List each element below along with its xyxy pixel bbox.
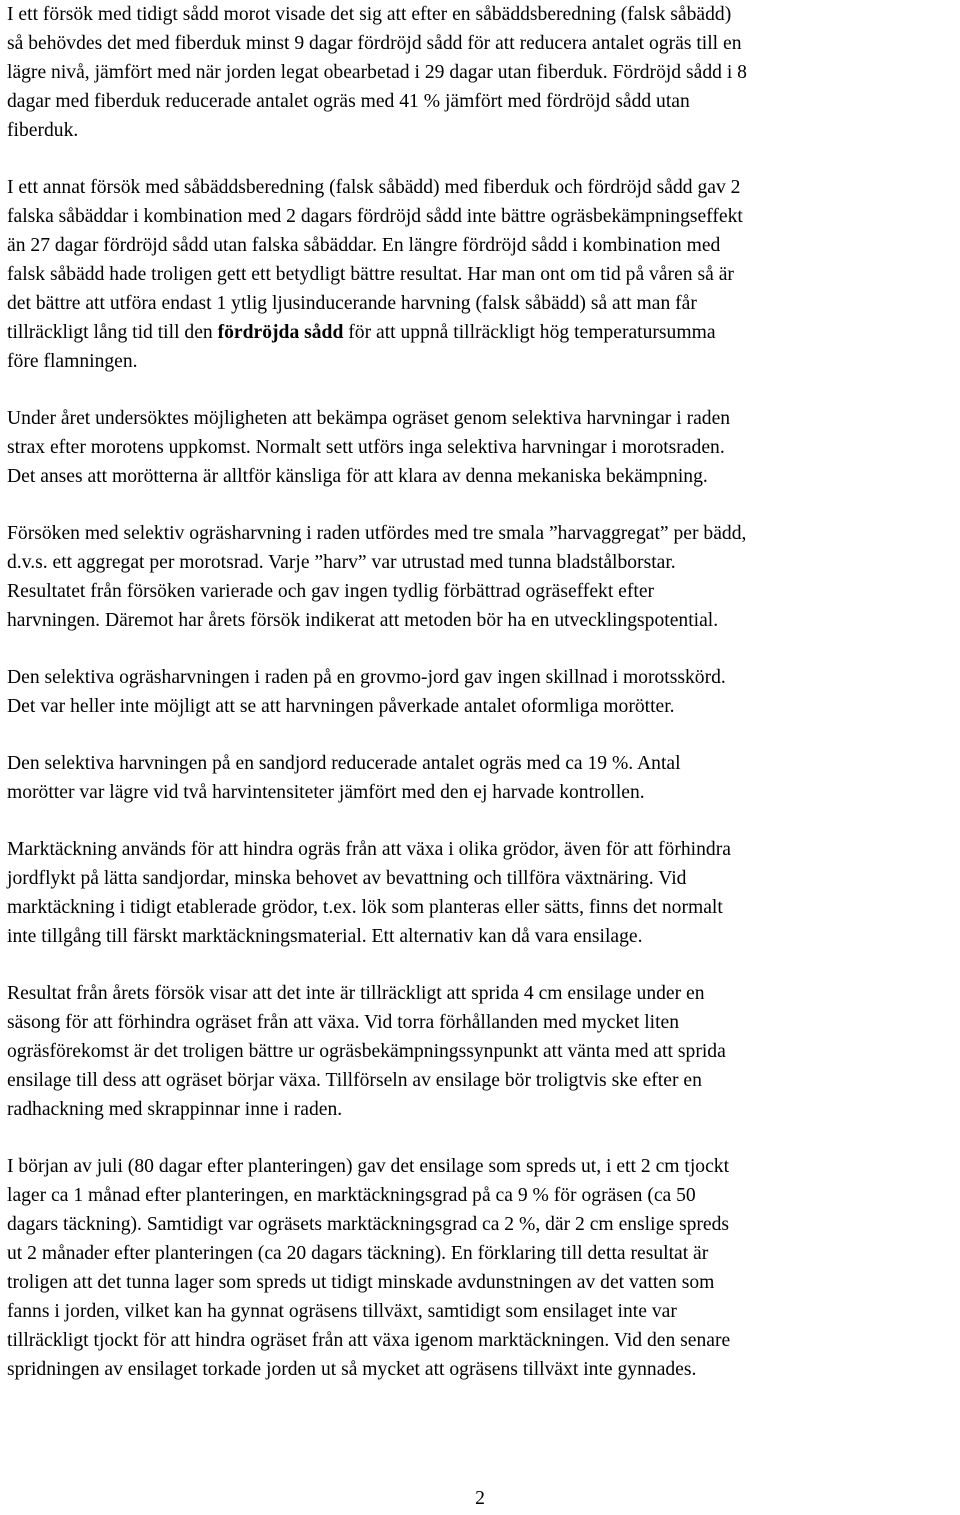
text-line: lägre nivå, jämfört med när jorden legat obearbetad i 29 dagar utan fiberduk. Fördröjd sådd i 8 <box>7 62 747 83</box>
text-line: falsk såbädd hade troligen gett ett betydligt bättre resultat. Har man ont om tid på våren så är <box>7 264 734 285</box>
text-line: fiberduk. <box>7 120 79 141</box>
emphasized-term: fördröjda sådd <box>217 322 344 343</box>
text-line: det bättre att utföra endast 1 ytlig ljusinducerande harvning (falsk såbädd) så att man får <box>7 293 697 314</box>
paragraph <box>7 1152 955 1384</box>
text-line: före flamningen. <box>7 351 138 372</box>
text-line: ensilage till dess att ogräset börjar växa. Tillförseln av ensilage bör troligtvis ske efter en <box>7 1070 702 1091</box>
text-line: I ett annat försök med såbäddsberedning (falsk såbädd) med fiberduk och fördröjd sådd gav 2 <box>7 177 741 198</box>
page-number: 2 <box>475 1488 485 1509</box>
text-line: ut 2 månader efter planteringen (ca 20 dagars täckning). En förklaring till detta resultat är <box>7 1243 709 1264</box>
text-line: dagar med fiberduk reducerade antalet ogräs med 41 % jämfört med fördröjd sådd utan <box>7 91 690 112</box>
text-line: dagars täckning). Samtidigt var ogräsets marktäckningsgrad ca 2 %, där 2 cm enslige spreds <box>7 1214 730 1235</box>
text-line: I början av juli (80 dagar efter planteringen) gav det ensilage som spreds ut, i ett 2 cm tjockt <box>7 1156 730 1177</box>
text-line: morötter var lägre vid två harvintensiteter jämfört med den ej harvade kontrollen. <box>7 782 645 803</box>
paragraph <box>7 0 955 145</box>
text-line: harvningen. Däremot har årets försök indikerat att metoden bör ha en utvecklingspotential. <box>7 610 719 631</box>
text-line: ogräsförekomst är det troligen bättre ur ogräsbekämpningssynpunkt att vänta med att sprida <box>7 1041 726 1062</box>
text-line: inte tillgång till färskt marktäckningsmaterial. Ett alternativ kan då vara ensilage. <box>7 926 643 947</box>
paragraph <box>7 663 955 721</box>
text-line: Försöken med selektiv ogräsharvning i raden utfördes med tre smala ”harvaggregat” per bädd, <box>7 523 747 544</box>
text-line <box>7 318 955 347</box>
text-line: Det anses att morötterna är alltför känsliga för att klara av denna mekaniska bekämpning. <box>7 466 708 487</box>
text-line: Resultatet från försöken varierade och gav ingen tydlig förbättrad ogräseffekt efter <box>7 581 655 602</box>
paragraph <box>7 519 955 635</box>
text-line: I ett försök med tidigt sådd morot visade det sig att efter en såbäddsberedning (falsk såbädd) <box>7 4 732 25</box>
text-line: falska såbäddar i kombination med 2 dagars fördröjd sådd inte bättre ogräsbekämpningseffekt <box>7 206 743 227</box>
paragraph <box>7 835 955 951</box>
document-page <box>7 0 955 1412</box>
text-line: än 27 dagar fördröjd sådd utan falska såbäddar. En längre fördröjd sådd i kombination med <box>7 235 721 256</box>
text-line: tillräckligt tjockt för att hindra ogräset från att växa igenom marktäckningen. Vid den senare <box>7 1330 731 1351</box>
text-line: Den selektiva ogräsharvningen i raden på en grovmo-jord gav ingen skillnad i morotsskörd. <box>7 667 726 688</box>
text-line: Det var heller inte möjligt att se att harvningen påverkade antalet oformliga morötter. <box>7 696 675 717</box>
text-line: så behövdes det med fiberduk minst 9 dagar fördröjd sådd för att reducera antalet ogräs till en <box>7 33 742 54</box>
paragraph <box>7 749 955 807</box>
text-line: jordflykt på lätta sandjordar, minska behovet av bevattning och tillföra växtnäring. Vid <box>7 868 687 889</box>
text-line: radhackning med skrappinnar inne i raden. <box>7 1099 343 1120</box>
text-line: marktäckning i tidigt etablerade grödor, t.ex. lök som planteras eller sätts, finns det normalt <box>7 897 723 918</box>
text-line: Resultat från årets försök visar att det inte är tillräckligt att sprida 4 cm ensilage under en <box>7 983 705 1004</box>
text-line: fanns i jorden, vilket kan ha gynnat ogräsens tillväxt, samtidigt som ensilaget inte var <box>7 1301 677 1322</box>
text-fragment: för att uppnå tillräckligt hög temperatursumma <box>343 322 716 343</box>
text-line: Under året undersöktes möjligheten att bekämpa ogräset genom selektiva harvningar i raden <box>7 408 731 429</box>
paragraph <box>7 979 955 1124</box>
text-fragment: tillräckligt lång tid till den <box>7 322 218 343</box>
text-line: lager ca 1 månad efter planteringen, en marktäckningsgrad på ca 9 % för ogräsen (ca 50 <box>7 1185 696 1206</box>
text-line: Marktäckning används för att hindra ogräs från att växa i olika grödor, även för att förhindra <box>7 839 731 860</box>
text-line: säsong för att förhindra ogräset från att växa. Vid torra förhållanden med mycket liten <box>7 1012 680 1033</box>
text-line: spridningen av ensilaget torkade jorden ut så mycket att ogräsens tillväxt inte gynnades. <box>7 1359 697 1380</box>
text-line: Den selektiva harvningen på en sandjord reducerade antalet ogräs med ca 19 %. Antal <box>7 753 681 774</box>
paragraph <box>7 173 955 376</box>
paragraph <box>7 404 955 491</box>
text-line: strax efter morotens uppkomst. Normalt sett utförs inga selektiva harvningar i morotsraden. <box>7 437 725 458</box>
text-line: d.v.s. ett aggregat per morotsrad. Varje ”harv” var utrustad med tunna bladstålborstar. <box>7 552 676 573</box>
text-line: troligen att det tunna lager som spreds ut tidigt minskade avdunstningen av det vatten som <box>7 1272 715 1293</box>
